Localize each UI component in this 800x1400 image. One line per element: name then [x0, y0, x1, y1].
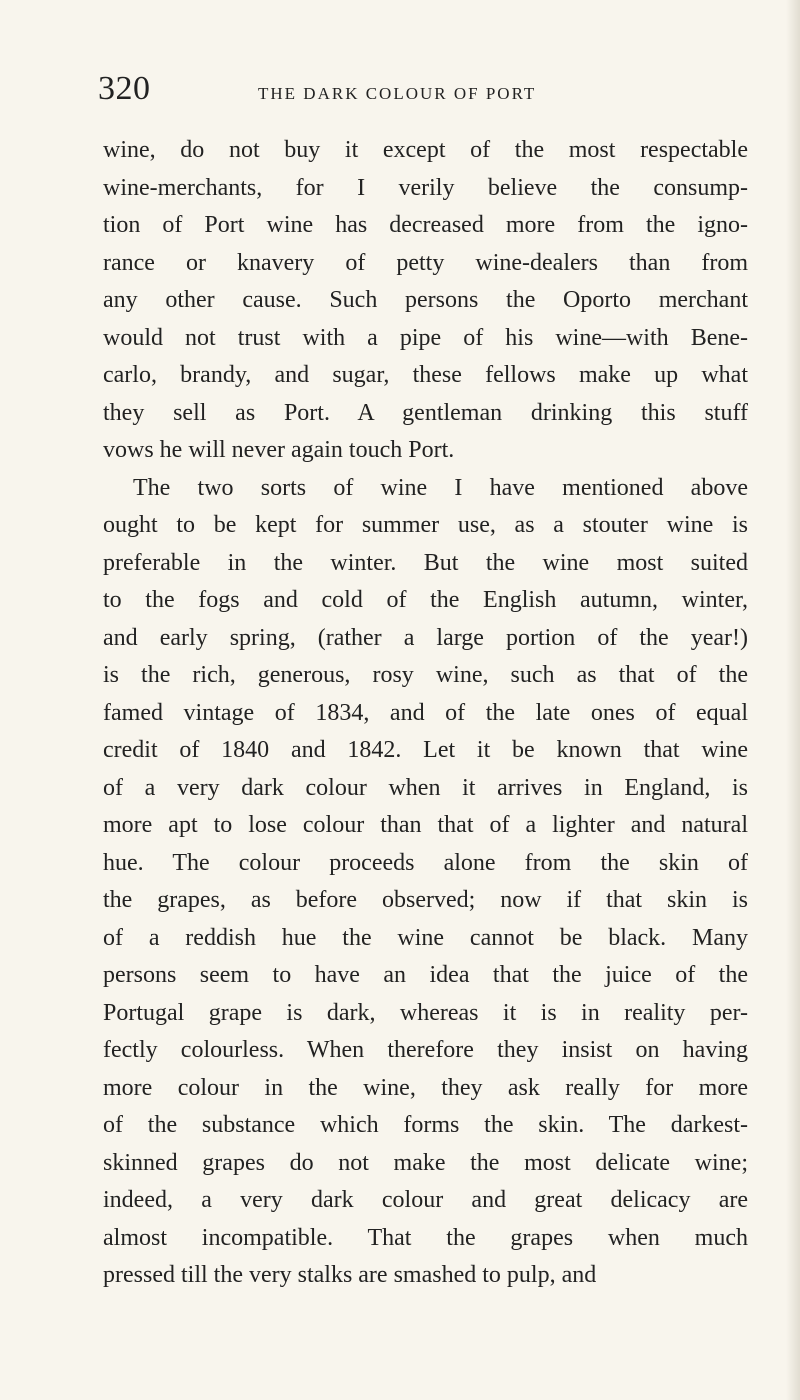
text-line: of a reddish hue the wine cannot be black. Many — [103, 924, 748, 951]
running-title: THE DARK COLOUR OF PORT — [258, 84, 537, 103]
text-line: almost incompatible. That the grapes when much — [103, 1224, 748, 1251]
text-line: Portugal grape is dark, whereas it is in reality per- — [103, 999, 748, 1026]
page-edge-shadow — [786, 0, 800, 1400]
text-line: is the rich, generous, rosy wine, such as that of the — [103, 662, 748, 688]
text-line: they sell as Port. A gentleman drinking this stuff — [103, 399, 748, 426]
text-line: famed vintage of 1834, and of the late ones of equal — [103, 699, 748, 726]
text-line: more colour in the wine, they ask really for more — [103, 1074, 748, 1101]
text-line: skinned grapes do not make the most delicate wine; — [103, 1149, 748, 1176]
text-line: ought to be kept for summer use, as a stouter wine is — [103, 512, 748, 538]
paragraph-start-line: The two sorts of wine I have mentioned above — [133, 474, 748, 501]
text-line: wine-merchants, for I verily believe the consump- — [103, 174, 748, 201]
text-line: fectly colourless. When therefore they insist on having — [103, 1037, 748, 1063]
text-line: hue. The colour proceeds alone from the skin of — [103, 849, 748, 876]
text-line: any other cause. Such persons the Oporto merchant — [103, 287, 748, 313]
text-line: indeed, a very dark colour and great delicacy are — [103, 1187, 748, 1213]
text-line: rance or knavery of petty wine-dealers than from — [103, 249, 748, 276]
text-line: to the fogs and cold of the English autumn, winter, — [103, 587, 748, 613]
text-line: and early spring, (rather a large portion of the year!) — [103, 624, 748, 651]
text-line: wine, do not buy it except of the most respectable — [103, 137, 748, 163]
page-number: 320 — [98, 70, 151, 107]
text-line: tion of Port wine has decreased more from the igno- — [103, 212, 748, 238]
body-text — [103, 132, 748, 1295]
text-line: carlo, brandy, and sugar, these fellows make up what — [103, 362, 748, 388]
running-head — [98, 72, 738, 112]
paragraph-end-line: vows he will never again touch Port. — [103, 437, 455, 463]
text-line: of a very dark colour when it arrives in England, is — [103, 774, 748, 801]
text-line: the grapes, as before observed; now if that skin is — [103, 887, 748, 913]
text-line: preferable in the winter. But the wine most suited — [103, 549, 748, 576]
text-line: pressed till the very stalks are smashed to pulp, and — [103, 1262, 597, 1288]
text-line: would not trust with a pipe of his wine—with Bene- — [103, 324, 748, 351]
text-line: of the substance which forms the skin. The darkest- — [103, 1112, 748, 1138]
text-line: persons seem to have an idea that the juice of the — [103, 962, 748, 988]
text-line: more apt to lose colour than that of a lighter and natural — [103, 812, 748, 838]
text-line: credit of 1840 and 1842. Let it be known that wine — [103, 737, 748, 763]
